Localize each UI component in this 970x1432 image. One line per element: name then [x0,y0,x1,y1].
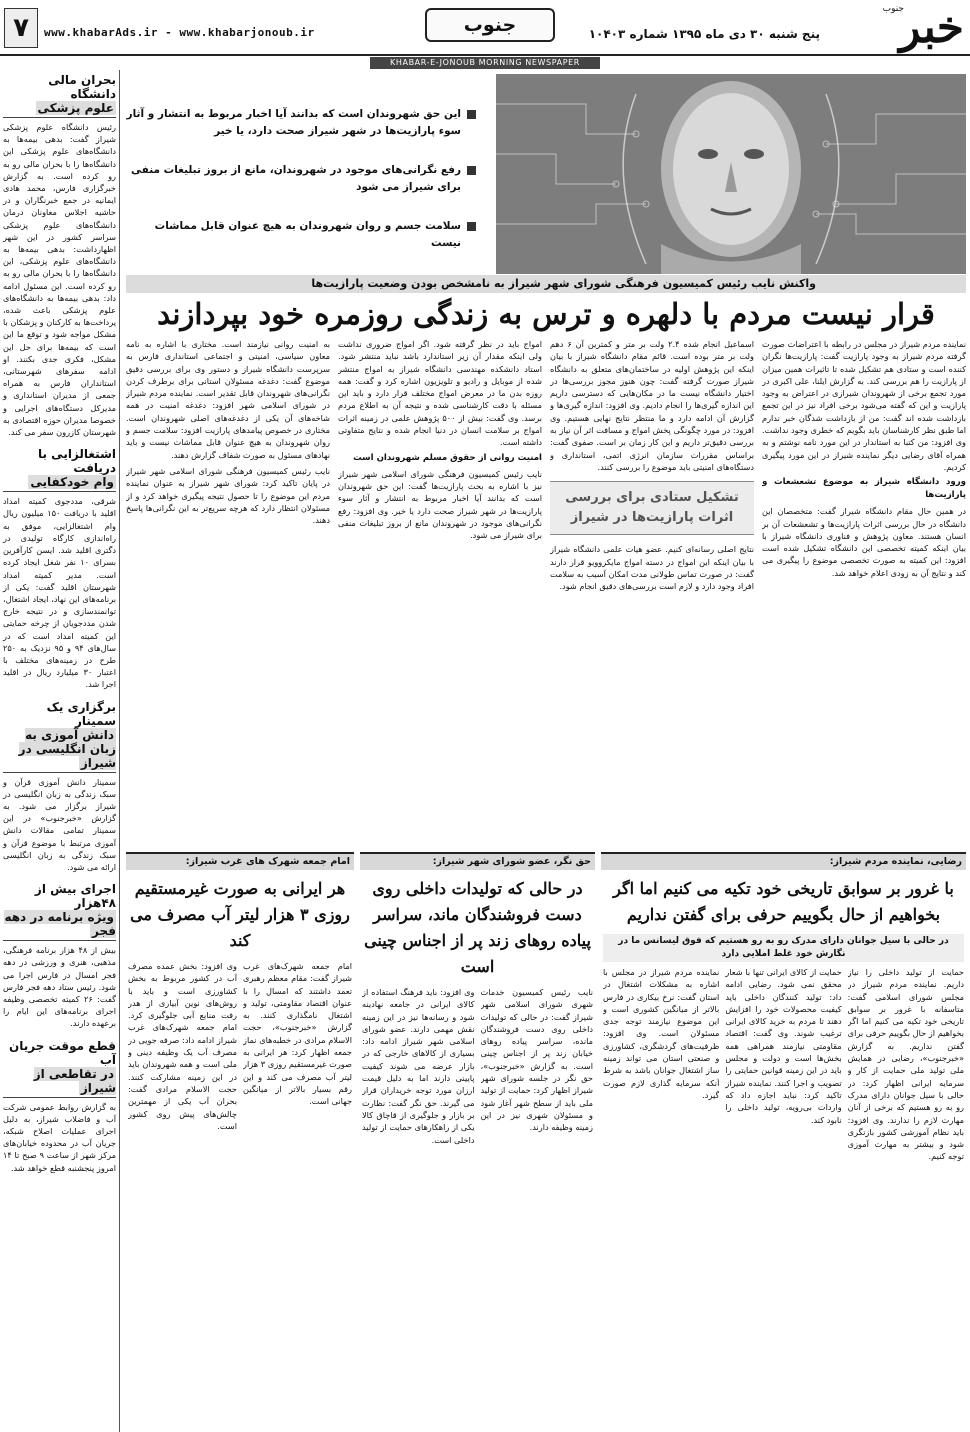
story-rezaei [601,852,966,1432]
column-text: امواج باید در نظر گرفته شود. اگر امواج ضروری نداشت ولی اینکه مقدار آن زیر استاندارد باشد نباید منتشر شود. استاد دانشکده مهندسی دانشگاه شیراز به امواج منتشر شده از موبایل و رادیو و تلویزیون اشاره کرد و گفت: همه روزه بدن ما در معرض امواج مختلف قرار دارد و باید این مسئله با دقت کارشناسی شده و نتیجه آن به اطلاع مردم برسد. وی گفت: بیش از ۵۰۰ پژوهش علمی در زمینه اثرات امواج بر سلامت انسان در دنیا انجام شده و نتایج متفاوتی داشته است. [338,339,542,448]
subtitle-band: KHABAR-E-JONOUB MORNING NEWSPAPER [370,57,600,69]
story-column: نایب رئیس کمیسیون خدمات شهری شورای اسلامی شهر شیراز گفت: در حالی که تولیدات داخلی روی دست فروشندگان مانده، سراسر پیاده روهای خیابان زند پر از اجناس چینی است. به گزارش «خبرجنوب»، حق نگر در جلسه شورای شهر شیراز اظهار کرد: حمایت از تولید ملی باید از سطح شهر آغاز شود و مسئولان شهری نیز در این زمینه وظیفه دارند. [480,987,593,1133]
column-text: به امنیت روانی نیازمند است. مختاری با اشاره به نامه معاون سیاسی، امنیتی و اجتماعی استانداری فارس به سرپرست دانشگاه شیراز و دستور وی برای بررسی دقیق موضوع گفت: دغدغه مسئولان استانی برای برطرف کردن نگرانی‌های شهروندان قابل تقدیر است. نماینده مردم شیراز در شورای اسلامی شهر افزود: دغدغه امنیت در همه شاخه‌های آن یکی از دغدغه‌های اصلی شهروندان است. مختاری در خصوص پیامدهای پارازیت افزود: سلامت جسم و روان شهروندان به هیچ عنوان قابل مماشات نیست و باید نهادهای مسئول به صورت شفاف گزارش دهند. [126,339,330,460]
story-water-usage [126,852,354,1432]
column-subhead: امنیت روانی از حقوق مسلم شهروندان است [353,452,542,463]
sidebar-story [3,70,116,438]
lead-bullet [126,162,476,196]
story-title[interactable]: با غرور بر سوابق تاریخی خود تکیه می کنیم اما اگر بخواهیم از حال بگوییم حرفی برای گفتن نداریم [613,879,954,924]
story-kicker: امام جمعه شهرک های غرب شیراز: [126,854,354,870]
sidebar-story [3,444,116,690]
story-columns [126,960,354,1430]
dateline: پنج شنبه ۳۰ دی ماه ۱۳۹۵ شماره ۱۰۴۰۳ [588,27,820,41]
sidebar-story-title: اجرای بیش از ۴۸هزار ویژه برنامه در دهه فجر [3,879,116,941]
story-column: حمایت از کالای ایرانی تنها با شعار محقق نمی شود. رضایی ادامه داد: تولید کنندگان داخلی باید کیفیت محصولات خود را افزایش دهند تا مردم به خرید کالای ایرانی ترغیب شوند. وی گفت: اقتصاد مقاومتی نیازمند همراهی همه بخش‌ها است و دولت و مجلس باید در این زمینه قوانین حمایتی را تصویب و اجرا کنند. نماینده شیراز تاکید کرد: نباید اجازه داد که واردات بی‌رویه، تولید داخلی را نابود کند. [725,967,842,1125]
lead-bullet-text: سلامت جسم و روان شهروندان به هیچ عنوان قابل مماشات نیست [154,220,461,249]
lead-bullet [126,218,476,252]
column-text: در همین حال مقام دانشگاه شیراز گفت: متخصصان این دانشگاه در حال بررسی اثرات پارازیت‌ها و تشعشعات آن بر انسان هستند. معاون پژوهش و فناوری دانشگاه شیراز با بیان اینکه کمیته تخصصی این دانشگاه تشکیل شده است افزود: این کمیته به صورت تخصصی موضوع را پیگیری می کند و نتایج آن به زودی اعلام خواهد شد. [762,506,966,578]
column-text: نماینده مردم شیراز در مجلس در رابطه با اعتراضات صورت گرفته مردم شیراز به وجود پارازیت گفت: پارازیت‌ها نگران کننده است و ستادی هم تشکیل شده تا تاثیرات همین میزان از پارازیت را هم بررسی کند. به گزارش ایلنا، علی اکبری در مورد تجمع برخی از شهروندان شیرازی در اعتراض به وجود پارازیت و این که گفته می‌شود برخی افراد نیز در این تجمع بازداشت شده اند گفت: من از بازداشت شدگان خبر ندارم اما طبق نظر کارشناسان باید بگویم که خطری وجود نداشت. وی افزود: من کتبا به استاندار در این مورد نامه نوشتم و به همراه آقای رضایی دیگر نماینده شیراز در این مورد پیگیری کردیم. [762,339,966,472]
lower-stories [126,852,966,1432]
page-number: ۷ [4,8,38,48]
story-column: امام جمعه شهرک‌های غرب شیراز گفت: مقام معظم رهبری تعمد داشتند که امسال را با عنوان اقتصاد مقاومتی، تولید و اشتغال نامگذاری کنند. به گزارش «خبرجنوب»، حجت الاسلام مرادی در خطبه‌های نماز جمعه اظهار کرد: هر ایرانی به صورت غیرمستقیم روزی ۳ هزار لیتر آب مصرف می کند و این رقم بسیار بالاتر از میانگین جهانی است. [243,961,352,1107]
sidebar-story-body: بیش از ۴۸ هزار برنامه فرهنگی، مذهبی، هنری و ورزشی در دهه فجر امسال در فارس اجرا می شود. رئیس ستاد دهه فجر فارس گفت: ۲۶ کمیته تخصصی وظیفه اجرای برنامه‌های این ایام را برعهده دارند. [3,945,116,1029]
sidebar-story-title: اشتغالزایی با دریافت وام خودکفایی [3,444,116,492]
story-title[interactable]: در حالی که تولیدات داخلی روی دست فروشندگان ماند، سراسر پیاده روهای زند پر از اجناس چینی است [364,879,591,976]
story-column: وی افزود: بخش عمده مصرف آب در کشور مربوط به بخش کشاورزی است و باید با روش‌های نوین آبیاری از هدر رفت منابع آبی جلوگیری کرد. امام جمعه شهرک‌های غرب شیراز ادامه داد: صرفه جویی در مصرف آب یک وظیفه دینی و ملی است و همه شهروندان باید در این زمینه مشارکت کنند. حجت الاسلام مرادی گفت: بحران آب یکی از مهمترین چالش‌های پیش روی کشور است. [128,961,237,1131]
article-column [338,338,542,848]
lead-article-columns [126,338,966,848]
story-kicker: رضایی، نماینده مردم شیراز: [601,854,966,870]
masthead [0,0,970,56]
sidebar-story-body: به گزارش روابط عمومی شرکت آب و فاضلاب شیراز، به دلیل اجرای عملیات اصلاح شبکه، جریان آب در محدوده خیابان‌های مرکز شهر از ساعت ۹ صبح تا ۱۴ امروز پنجشنبه قطع خواهد شد. [3,1101,116,1173]
column-text: نتایج اصلی رسانه‌ای کنیم. عضو هیات علمی دانشگاه شیراز با بیان اینکه این امواج در دسته امواج مایکروویو قرار دارند گفت: در صورت تماس طولانی مدت امکان آسیب به سلامت افراد وجود دارد و لازم است بررسی‌های دقیق انجام شود. [550,544,754,592]
square-bullet-icon [467,110,476,119]
column-subhead: ورود دانشگاه شیراز به موضوع تشعشعات و پارازیت‌ها [762,477,966,501]
lead-bullet-text: این حق شهروندان است که بدانند آیا اخبار مربوط به انتشار و آثار سوء پارازیت‌ها در شهر شیراز صحت دارد، یا خیر [126,108,461,137]
column-text: نایب رئیس کمیسیون فرهنگی شورای اسلامی شهر شیراز در پایان تاکید کرد: شورای شهر شیراز به عنوان نماینده مردم این موضوع را تا حصول نتیجه پیگیری خواهد کرد و از مسئولان انتظار دارد که هرچه سریع‌تر به این نگرانی‌ها پاسخ دهند. [126,465,330,526]
section-label: جنوب [425,8,555,42]
sidebar-story [3,879,116,1029]
sidebar-story-body: رئیس دانشگاه علوم پزشکی شیراز گفت: بدهی بیمه‌ها به دانشگاه‌های علوم پزشکی این دانشگاه‌ها را با بحران مالی رو به رو کرده است. به گزارش خبرگزاری فارس، محمد هادی ایمانیه در جمع خبرنگاران و در حاشیه اجلاس معاونان درمان دانشگاه‌های علوم پزشکی سراسر کشور در این شهر اظهارداشت: بدهی بیمه‌ها به دانشگاه‌های علوم پزشکی، این دانشگاه‌ها را با بحران مالی رو به رو کرده است. این مسئول ادامه داد: بدهی بیمه‌ها به دانشگاه‌های علوم پزشکی باعث شده، پرداخت‌ها به کارکنان و پزشکان با مشکل مواجه شود و توقع ما این است که بیمه‌ها برای حل این مشکل، فکری جدی بکنند. او ادامه سفرهای شهرستانی، استانداران فارس به همراه جمعی از مدیران استانداری و مدیرکل دستگاه‌های اجرایی و خصوصا مدیران حوزه اقتصادی به شهرستان کازرون سفر می کند. [3,122,116,438]
pull-quote: تشکیل ستادی برای بررسی اثرات پارازیت‌ها در شیراز [550,481,754,535]
sidebar-story-body: سمینار دانش آموزی قرآن و سبک زندگی به زبان انگلیسی در شیراز برگزار می شود. به گزارش «خبرجنوب» در این سمینار تمامی مقالات دانش آموزی مرتبط با موضوع قرآن و سبک زندگی به زبان انگلیسی ارائه می شود. [3,776,116,872]
article-column [762,338,966,848]
sidebar-story [3,697,116,874]
sidebar-story [3,1036,116,1174]
lead-bullet-text: رفع نگرانی‌های موجود در شهروندان، مانع از بروز تبلیغات منفی برای شیراز می شود [131,164,461,193]
lead-headline[interactable]: قرار نیست مردم با دلهره و ترس به زندگی روزمره خود بپردازند [157,297,935,331]
logo-tag: جنوب [882,4,904,14]
story-column: نماینده مردم شیراز در مجلس با اشاره به مشکلات اشتغال در استان گفت: نرخ بیکاری در فارس بالاتر از میانگین کشوری است و این موضوع نیازمند توجه جدی مسئولان است. وی افزود: ظرفیت‌های گردشگری، کشاورزی و صنعتی استان می تواند زمینه ساز اشتغال جوانان باشد به شرط آنکه سرمایه گذاری لازم صورت گیرد. [603,967,720,1100]
lead-bullets [126,106,476,274]
sidebar-story-title: برگزاری یک سمینار دانش آموزی به زبان انگلیسی در شیراز [3,697,116,773]
logo-word: خبر [899,2,964,53]
sidebar-story-title: قطع موقت جریان آب در تقاطعی از شیراز [3,1036,116,1098]
story-column: وی افزود: باید فرهنگ استفاده از کالای ایرانی در جامعه نهادینه شود و رسانه‌ها نیز در این زمینه نقش مهمی دارند. عضو شورای اسلامی شهر شیراز ادامه داد: بسیاری از کالاهای خارجی که در بازار عرضه می شوند کیفیت پایینی دارند اما به دلیل قیمت ارزان مورد توجه خریداران قرار می گیرند. حق نگر گفت: نظارت بر بازار و جلوگیری از قاچاق کالا یکی از راهکارهای حمایت از تولید داخلی است. [362,987,475,1145]
column-text: اسماعیل انجام شده ۲.۴ ولت بر متر و کمترین آن ۶ دهم ولت بر متر بوده است. قائم مقام دانشگاه شیراز با بیان اینکه این پژوهش اولیه در ساختمان‌های متعلق به دانشگاه شیراز صورت گرفته گفت: چون هنوز مجوز بررسی‌ها در اختیار دانشگاه نیست ما در مکان‌هایی که دسترسی داریم این اندازه گیری‌ها را انجام دادیم. وی افزود: اندازه گیری‌ها و گزارش آن ادامه دارد و ما منتظر نتایج نهایی هستیم. وی افزود: در مورد چگونگی پخش امواج و مسافت اثر آن نیاز به بررسی دقیق‌تر داریم و این کار زمان بر است. صفوی گفت: براساس مقررات سازمان انرژی اتمی، استانداری و دستگاه‌های امنیتی باید موضوع را بررسی کنند. [550,339,754,472]
lead-kicker: واکنش نایب رئیس کمیسیون فرهنگی شورای شهر شیراز به نامشخص بودن وضعیت پارازیت‌ها [126,275,966,293]
circuit-face-illustration [496,74,966,274]
story-columns [360,986,595,1432]
main-content [126,70,966,1432]
square-bullet-icon [467,222,476,231]
news-sidebar [0,70,120,1432]
story-title[interactable]: هر ایرانی به صورت غیرمستقیم روزی ۳ هزار لیتر آب مصرف می کند [130,879,350,950]
sidebar-story-title: بحران مالی دانشگاه علوم پزشکی [3,70,116,118]
story-subtitle: در حالی با سیل جوانان دارای مدرک رو به رو هستیم که فوق لیسانس ما در نگارش خود غلط املایی دارد [603,934,964,962]
lead-hero [126,74,966,274]
lead-bullet [126,106,476,140]
website-urls[interactable]: www.khabarAds.ir - www.khabarjonoub.ir [44,26,315,39]
story-columns [601,966,966,1432]
column-text: نایب رئیس کمیسیون فرهنگی شورای اسلامی شهر شیراز نیز با اشاره به بحث پارازیت‌ها گفت: این حق شهروندان است که بدانند آیا اخبار مربوط به انتشار و آثار سوء پارازیت‌ها در شهر شیراز صحت دارد یا خیر. وی افزود: رفع نگرانی‌های موجود در شهروندان مانع از بروز تبلیغات منفی برای شیراز می شود. [338,468,542,541]
square-bullet-icon [467,166,476,175]
hero-image [496,74,966,274]
article-column [550,338,754,848]
story-kicker: حق نگر، عضو شورای شهر شیراز: [360,854,595,870]
sidebar-story-body: شرقی، مددجوی کمیته امداد اقلید با دریافت ۱۵۰ میلیون ریال وام اشتغالزایی، موفق به راه‌اندازی کارگاه تولیدی در دگتری اقلید شد. ایسن کارآفرین بسرای ۱۰ نفر شغل ایجاد کرده است. مدیر کمیته امداد شهرستان اقلید گفت: یکی از برنامه‌های این نهاد، ایجاد اشتغال، توانمندسازی و در نتیجه خارج شدن مددجویان از چرخه حمایتی این کمیته امداد است که در سال‌های ۹۴ و ۹۵ نزدیک به ۲۵۰ طرح در زمینه‌های مختلف با اعتبار ۳۰ میلیارد ریال در اقلید اجرا شد. [3,496,116,690]
article-column [126,338,330,848]
story-column: حمایت از تولید داخلی را نیاز داریم. نماینده مردم شیراز در مجلس شورای اسلامی گفت: متاسفانه با غرور بر سوابق تاریخی خود تکیه می کنیم اما اگر بخواهیم از حال بگوییم حرفی برای گفتن نداریم. به گزارش «خبرجنوب»، رضایی در همایش ملی تولید ملی حمایت از کار و سرمایه ایرانی اظهار کرد: در حالی با سیل جوانان دارای مدرک رو به رو هستیم که برخی از آنان مهارت لازم را ندارند. وی افزود: باید نظام آموزشی کشور بازنگری شود و بیشتر به مهارت آموزی توجه کنیم. [847,967,964,1162]
story-haghnegar [360,852,595,1432]
newspaper-logo [829,2,964,52]
